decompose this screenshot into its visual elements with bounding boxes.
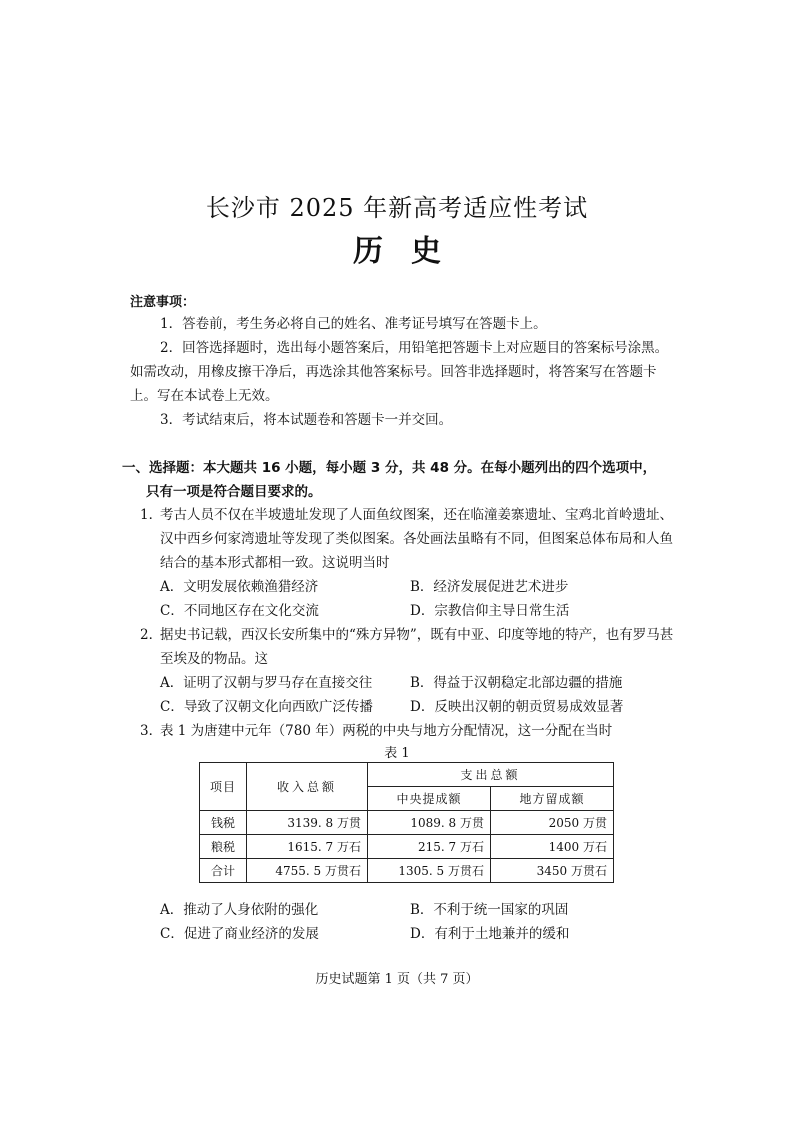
table-row bbox=[200, 811, 614, 835]
question-3 bbox=[140, 719, 680, 743]
note-item-3: 3．考试结束后，将本试题卷和答题卡一并交回。 bbox=[160, 412, 453, 428]
option-d[interactable]: D．宗教信仰主导日常生活 bbox=[410, 603, 570, 619]
option-d[interactable]: D．反映出汉朝的朝贡贸易成效显著 bbox=[410, 699, 624, 715]
cell-income: 1615. 7 万石 bbox=[247, 835, 368, 859]
cell-central: 215. 7 万石 bbox=[368, 835, 491, 859]
note-item-2: 2．回答选择题时，选出每小题答案后，用铅笔把答题卡上对应题目的答案标号涂黑。如需改动，用橡皮擦干净后，再选涂其他答案标号。回答非选择题时，将答案写在答题卡上。写在本试卷上无效。 bbox=[130, 340, 669, 404]
option-b[interactable]: B．不利于统一国家的巩固 bbox=[410, 902, 569, 918]
option-b[interactable]: B．得益于汉朝稳定北部边疆的措施 bbox=[410, 675, 623, 691]
cell-local: 1400 万石 bbox=[491, 835, 614, 859]
question-1 bbox=[140, 503, 680, 575]
question-number: 1． bbox=[140, 507, 163, 523]
option-c[interactable]: C．促进了商业经济的发展 bbox=[160, 926, 319, 942]
notes-heading: 注意事项： bbox=[130, 295, 196, 310]
question-stem: 考古人员不仅在半坡遗址发现了人面鱼纹图案，还在临潼姜寨遗址、宝鸡北首岭遗址、汉中西乡何家湾遗址等发现了类似图案。各处画法虽略有不同，但图案总体布局和人鱼结合的基本形式都相一致。这说明当时 bbox=[160, 507, 673, 571]
page-footer: 历史试题第 1 页（共 7 页） bbox=[315, 972, 479, 987]
option-a[interactable]: A．证明了汉朝与罗马存在直接交往 bbox=[160, 675, 373, 691]
table-header-row bbox=[200, 763, 614, 787]
cell-local: 3450 万贯石 bbox=[491, 859, 614, 883]
option-c[interactable]: C．导致了汉朝文化向西欧广泛传播 bbox=[160, 699, 373, 715]
header-local: 地方留成额 bbox=[491, 787, 614, 811]
question-stem: 表 1 为唐建中元年（780 年）两税的中央与地方分配情况，这一分配在当时 bbox=[160, 723, 613, 739]
cell-income: 4755. 5 万贯石 bbox=[247, 859, 368, 883]
table-row bbox=[200, 835, 614, 859]
question-1-options bbox=[160, 575, 660, 623]
exam-title: 长沙市 2025 年新高考适应性考试 bbox=[205, 194, 589, 222]
question-2-options bbox=[160, 671, 660, 719]
option-a[interactable]: A．推动了人身依附的强化 bbox=[160, 902, 319, 918]
header-income: 收入总额 bbox=[247, 763, 368, 811]
question-stem: 据史书记载，西汉长安所集中的“殊方异物”，既有中亚、印度等地的特产，也有罗马甚至埃及的物品。这 bbox=[160, 627, 674, 667]
cell-local: 2050 万贯 bbox=[491, 811, 614, 835]
table-caption: 表 1 bbox=[384, 746, 410, 761]
cell-central: 1305. 5 万贯石 bbox=[368, 859, 491, 883]
section-heading bbox=[122, 456, 682, 504]
section-heading-line2: 只有一项是符合题目要求的。 bbox=[146, 484, 322, 500]
cell-item: 合计 bbox=[200, 859, 247, 883]
cell-income: 3139. 8 万贯 bbox=[247, 811, 368, 835]
question-2 bbox=[140, 623, 680, 671]
header-central: 中央提成额 bbox=[368, 787, 491, 811]
header-item: 项目 bbox=[200, 763, 247, 811]
option-c[interactable]: C．不同地区存在文化交流 bbox=[160, 603, 319, 619]
table-row bbox=[200, 859, 614, 883]
tax-table bbox=[199, 762, 614, 883]
cell-item: 粮税 bbox=[200, 835, 247, 859]
subject-title: 历史 bbox=[353, 234, 469, 269]
cell-central: 1089. 8 万贯 bbox=[368, 811, 491, 835]
note-item-1: 1．答卷前，考生务必将自己的姓名、准考证号填写在答题卡上。 bbox=[160, 316, 547, 332]
question-number: 2． bbox=[140, 627, 163, 643]
section-heading-line1: 一、选择题：本大题共 16 小题，每小题 3 分，共 48 分。在每小题列出的四个选项中， bbox=[122, 460, 657, 476]
option-a[interactable]: A．文明发展依赖渔猎经济 bbox=[160, 579, 319, 595]
header-expense: 支出总额 bbox=[368, 763, 614, 787]
question-3-options bbox=[160, 898, 660, 946]
option-b[interactable]: B．经济发展促进艺术进步 bbox=[410, 579, 569, 595]
question-number: 3． bbox=[140, 723, 163, 739]
cell-item: 钱税 bbox=[200, 811, 247, 835]
option-d[interactable]: D．有利于土地兼并的缓和 bbox=[410, 926, 570, 942]
